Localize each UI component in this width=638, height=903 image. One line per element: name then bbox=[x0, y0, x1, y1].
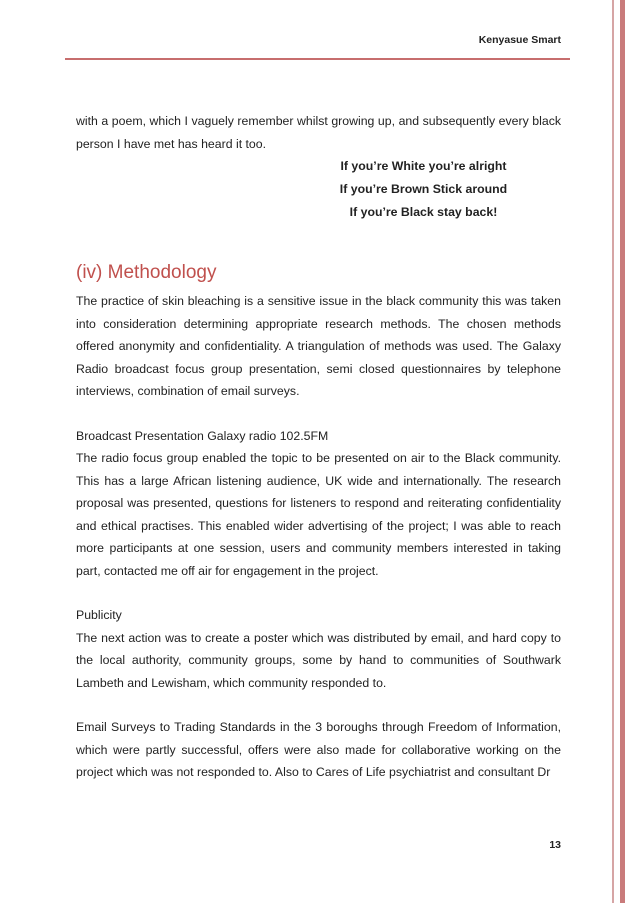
page-number: 13 bbox=[549, 839, 561, 851]
methodology-paragraph: The practice of skin bleaching is a sensitive issue in the black community this was taken into consideration determining appropriate research methods. The chosen methods offered anonymity and confidentiality. A triangulation of methods was used. The Galaxy Radio broadcast focus group presentation, semi closed questionnaires by telephone interviews, combination of email surveys. bbox=[76, 294, 561, 398]
broadcast-paragraph: The radio focus group enabled the topic to be presented on air to the Black community. This has a large African listening audience, UK wide and internationally. The research proposal was presented, questions for listeners to respond and reiterating confidentiality and ethical practises. This enabled wider advertising of the project; I was able to reach more participants at one session, users and community members interested in taking part, contacted me off air for engagement in the project. bbox=[76, 451, 561, 578]
email-surveys-paragraph: Email Surveys to Trading Standards in the 3 boroughs through Freedom of Information, which were partly successful, offers were also made for collaborative working on the project which was not responded to. Also to Cares of Life psychiatrist and consultant Dr bbox=[76, 720, 561, 779]
page-edge-line bbox=[612, 0, 614, 903]
page-body bbox=[76, 110, 561, 784]
poem-line-1: If you’re White you’re alright bbox=[340, 159, 507, 173]
page-edge-bar bbox=[620, 0, 625, 903]
publicity-paragraph: The next action was to create a poster which was distributed by email, and hard copy to the local authority, community groups, some by hand to communities of Southwark Lambeth and Lewisham, which community responded to. bbox=[76, 630, 561, 690]
publicity-subheading: Publicity bbox=[76, 608, 122, 622]
poem-line-3: If you’re Black stay back! bbox=[349, 205, 498, 219]
broadcast-subheading: Broadcast Presentation Galaxy radio 102.5FM bbox=[76, 428, 329, 443]
poem bbox=[76, 155, 561, 224]
running-header: Kenyasue Smart bbox=[478, 34, 561, 46]
methodology-heading: (iv) Methodology bbox=[76, 262, 217, 283]
intro-paragraph: with a poem, which I vaguely remember whilst growing up, and subsequently every black person I have met has heard it too. bbox=[76, 114, 561, 151]
poem-line-2: If you’re Brown Stick around bbox=[339, 182, 508, 196]
header-rule bbox=[65, 58, 570, 60]
